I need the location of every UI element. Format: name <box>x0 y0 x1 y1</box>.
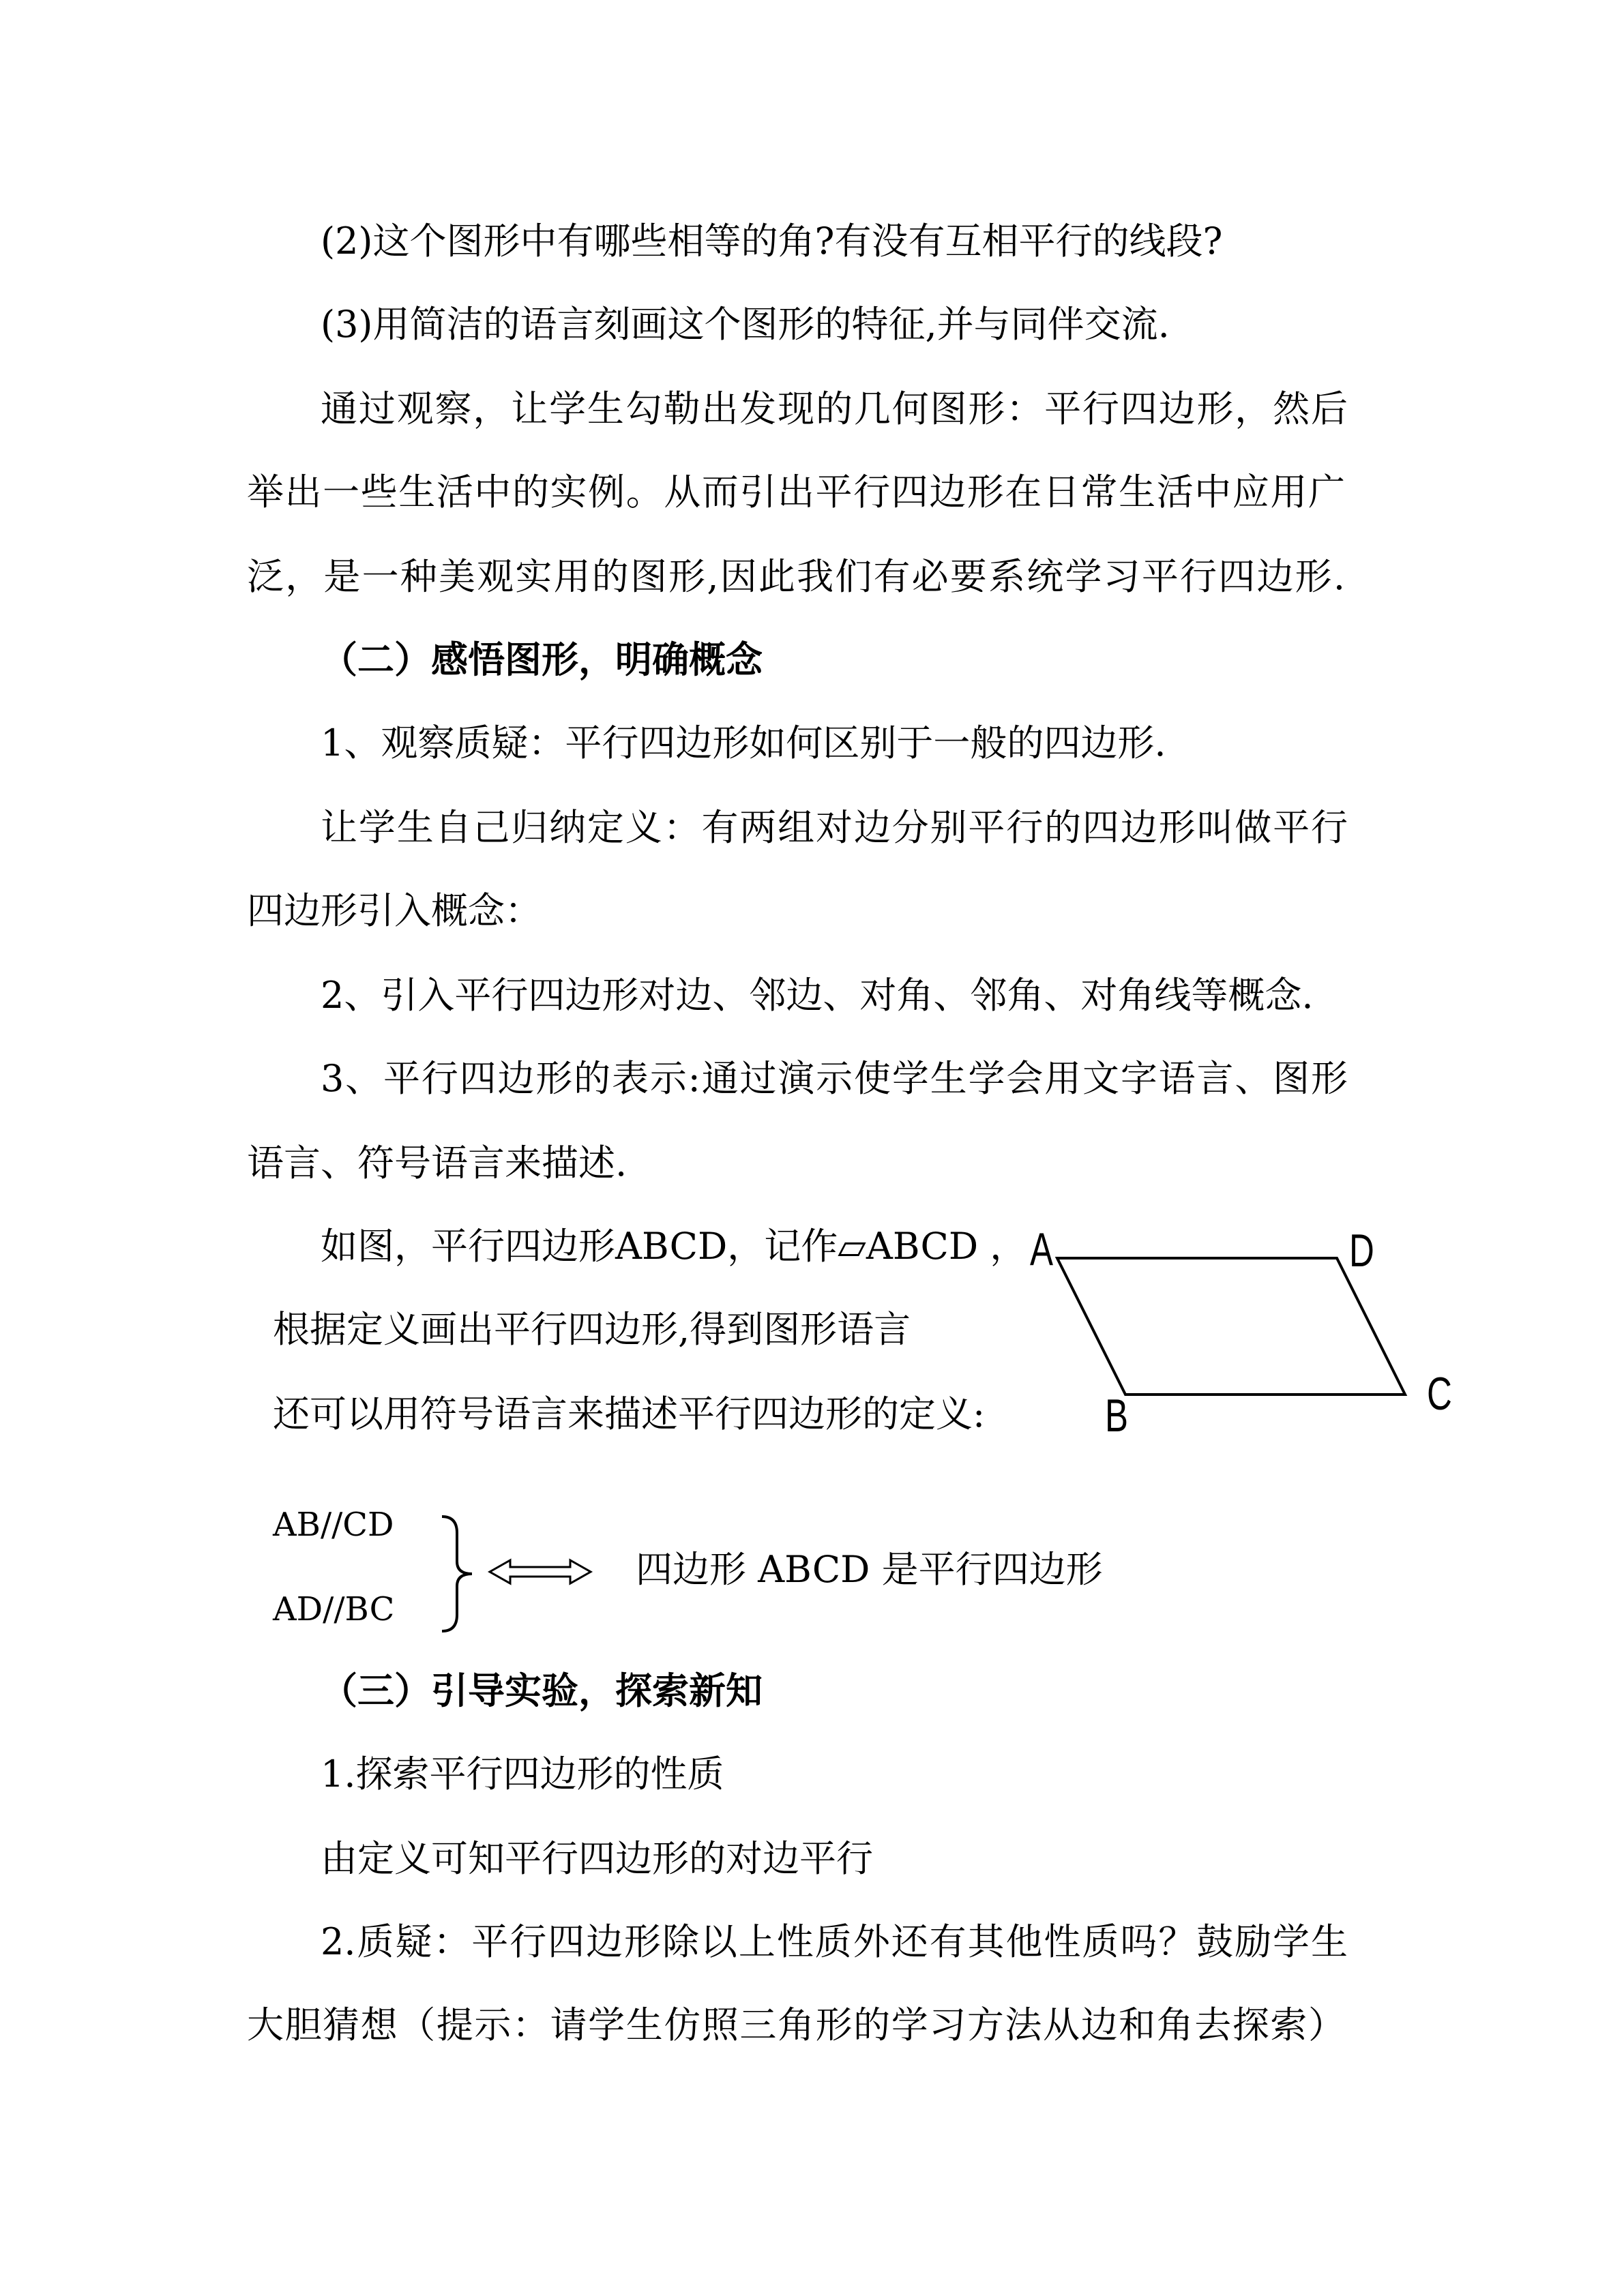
topic1-line: 1.探索平行四边形的性质 <box>321 1753 724 1795</box>
vertex-label-b: B <box>1105 1390 1129 1442</box>
condition-ab-cd: AB//CD <box>273 1506 394 1544</box>
q2-line: (2)这个图形中有哪些相等的角?有没有互相平行的线段? <box>321 220 1223 263</box>
example-line3: 还可以用符号语言来描述平行四边形的定义: <box>273 1392 986 1435</box>
para1-line3: 泛，是一种美观实用的图形,因此我们有必要系统学习平行四边形. <box>247 555 1345 598</box>
double-arrow-icon <box>486 1555 595 1589</box>
parallelogram-figure <box>1037 1227 1460 1473</box>
section-heading-3: （三）引导实验，探索新知 <box>321 1669 763 1712</box>
parallelogram-shape <box>1057 1258 1405 1395</box>
step3-line2: 语言、符号语言来描述. <box>247 1142 628 1184</box>
topic1-detail: 由定义可知平行四边形的对边平行 <box>321 1837 873 1880</box>
q3-line: (3)用简洁的语言刻画这个图形的特征,并与同伴交流. <box>321 303 1170 346</box>
topic2-line1: 2.质疑：平行四边形除以上性质外还有其他性质吗？鼓励学生 <box>321 1920 1348 1963</box>
vertex-label-d: D <box>1349 1225 1374 1277</box>
para1-line2: 举出一些生活中的实例。从而引出平行四边形在日常生活中应用广 <box>247 471 1345 513</box>
vertex-label-c: C <box>1427 1368 1452 1420</box>
topic2-line2: 大胆猜想（提示：请学生仿照三角形的学习方法从边和角去探索） <box>247 2003 1345 2046</box>
section-heading-2: （二）感悟图形，明确概念 <box>321 638 763 681</box>
step1-line: 1、观察质疑：平行四边形如何区别于一般的四边形. <box>321 721 1166 764</box>
condition-ad-bc: AD//BC <box>273 1590 395 1628</box>
step3-line1: 3、平行四边形的表示:通过演示使学生学会用文字语言、图形 <box>321 1057 1348 1100</box>
example-line1: 如图，平行四边形ABCD，记作▱ABCD ， <box>321 1225 1027 1268</box>
conclusion-text: 四边形 ABCD 是平行四边形 <box>636 1548 1103 1591</box>
brace-icon <box>437 1512 477 1635</box>
vertex-label-a: A <box>1030 1223 1054 1275</box>
step2-line: 2、引入平行四边形对边、邻边、对角、邻角、对角线等概念. <box>321 974 1314 1017</box>
example-line2: 根据定义画出平行四边形,得到图形语言 <box>273 1308 911 1351</box>
para2-line2: 四边形引入概念： <box>247 889 542 932</box>
para2-line1: 让学生自己归纳定义：有两组对边分别平行的四边形叫做平行 <box>321 806 1348 849</box>
para1-line1: 通过观察，让学生勾勒出发现的几何图形：平行四边形，然后 <box>321 387 1348 430</box>
